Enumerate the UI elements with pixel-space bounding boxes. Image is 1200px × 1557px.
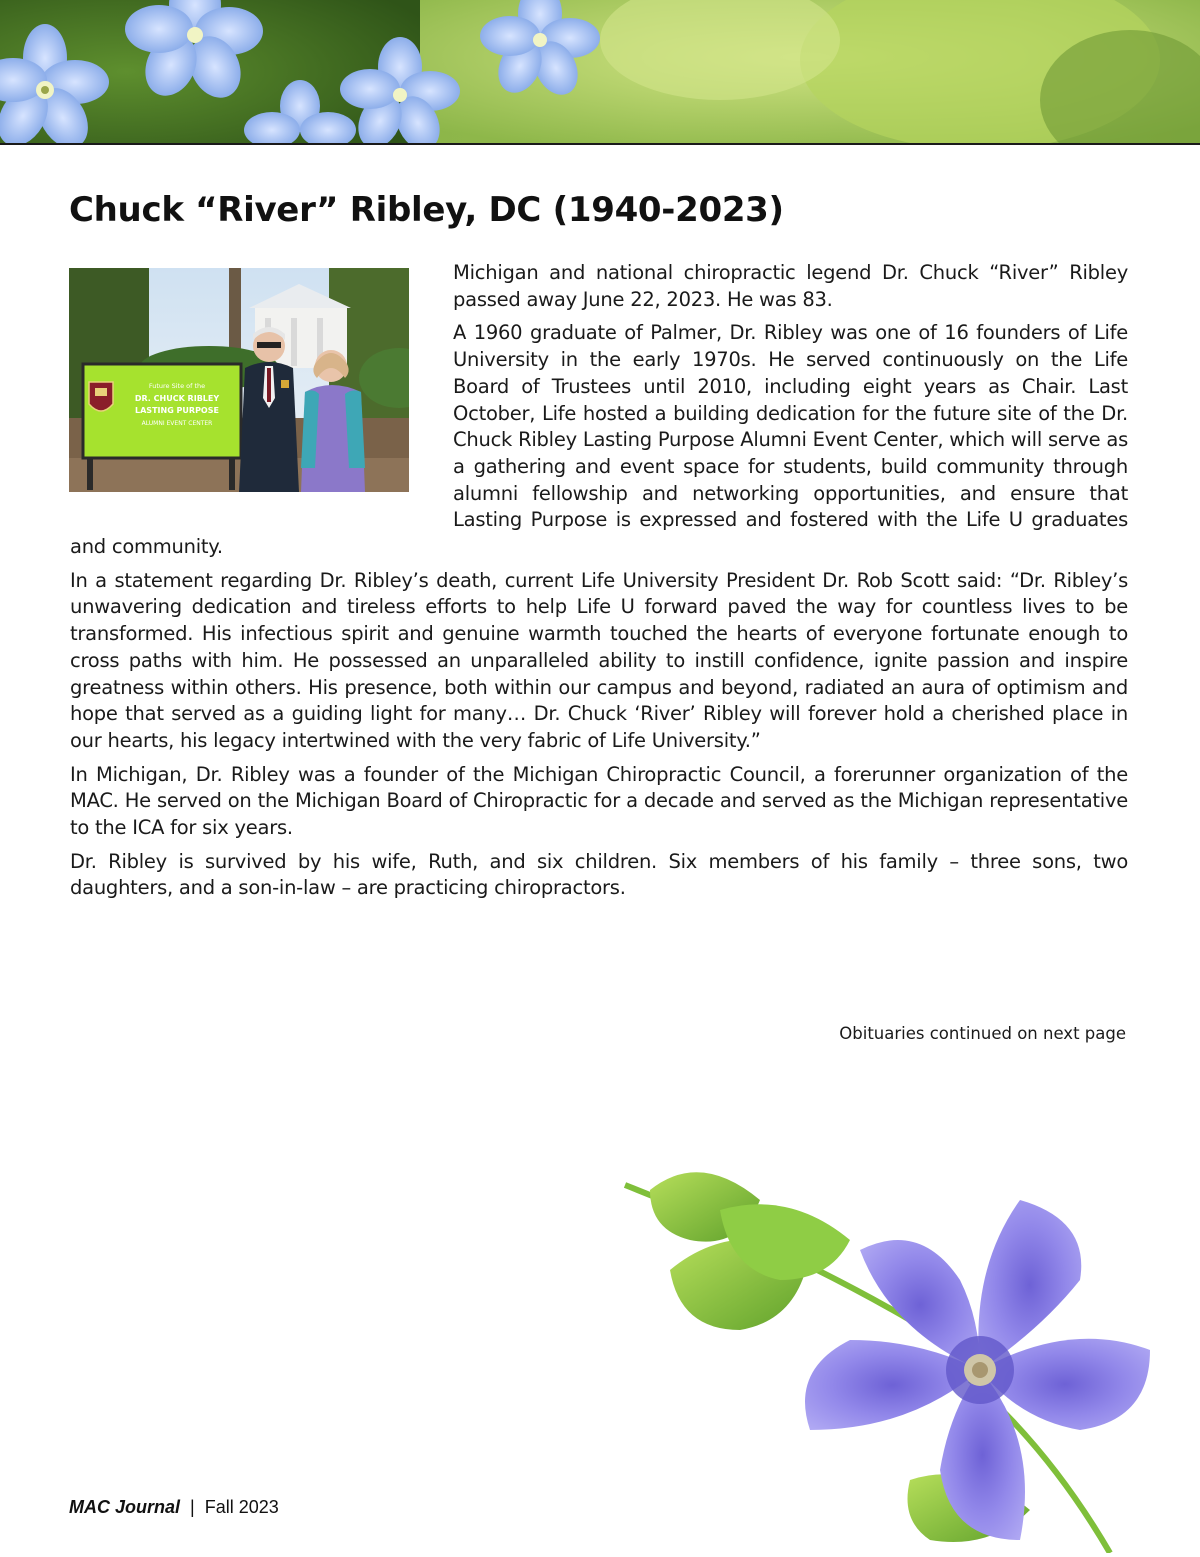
article-paragraph: In a statement regarding Dr. Ribley’s death, current Life University President Dr. Rob Scott said: “Dr. Ribley’s unwavering dedication and tireless efforts to help Life U forward paved the way for countless lives to be transformed. His infectious spirit and genuine warmth touched the hearts of everyone fortunate enough to cross paths with him. He possessed an unparalleled ability to instill confidence, ignite passion and inspire greatness within others. His presence, both within our campus and beyond, radiated an aura of optimism and hope that served as a guiding light for many… Dr. Chuck ‘River’ Ribley will forever hold a cherished place in our hearts, his legacy intertwined with the very fabric of Life University.” [70,568,1128,752]
periwinkle-flower-illustration [610,1130,1200,1553]
article-paragraph: Michigan and national chiropractic legend Dr. Chuck “River” Ribley passed away June 22, 2023. He was 83. [453,261,1128,311]
article-title: Chuck “River” Ribley, DC (1940-2023) [69,190,784,230]
article-body [70,260,1128,909]
sign-line-4: ALUMNI EVENT CENTER [141,420,213,427]
sign-line-3: LASTING PURPOSE [135,406,219,415]
article-paragraph: In Michigan, Dr. Ribley was a founder of the Michigan Chiropractic Council, a forerunner organization of the MAC. He served on the Michigan Board of Chiropractic for a decade and served as the Michigan representative to the ICA for six years. [70,762,1128,840]
article-paragraph: A 1960 graduate of Palmer, Dr. Ribley was one of 16 founders of Life University in the early 1970s. He served continuously on the Life Board of Trustees until 2010, including eight years as Chair. Last October, Life hosted a building dedication for the future site of the Dr. Chuck Ribley Lasting Purpose Alumni Event Center, which will serve as a gathering and event space for students, build community through alumni fellowship and networking opportunities, and ensure that Lasting Purpose is expressed and fostered with the Life U graduates and community. [70,321,1128,559]
sign-line-2: DR. CHUCK RIBLEY [134,394,220,403]
header-banner [0,0,1200,145]
footer-separator: | [190,1497,195,1517]
journal-name: MAC Journal [69,1497,181,1517]
page-footer [69,1497,279,1518]
photo-spacer [70,260,453,512]
article-paragraph: Dr. Ribley is survived by his wife, Ruth, and six children. Six members of his family – three sons, two daughters, and a son-in-law – are practicing chiropractors. [70,849,1128,900]
blue-flowers-illustration [0,0,1200,143]
sign-line-1: Future Site of the [148,382,206,390]
issue-label: Fall 2023 [204,1497,279,1517]
continued-note: Obituaries continued on next page [839,1024,1126,1043]
